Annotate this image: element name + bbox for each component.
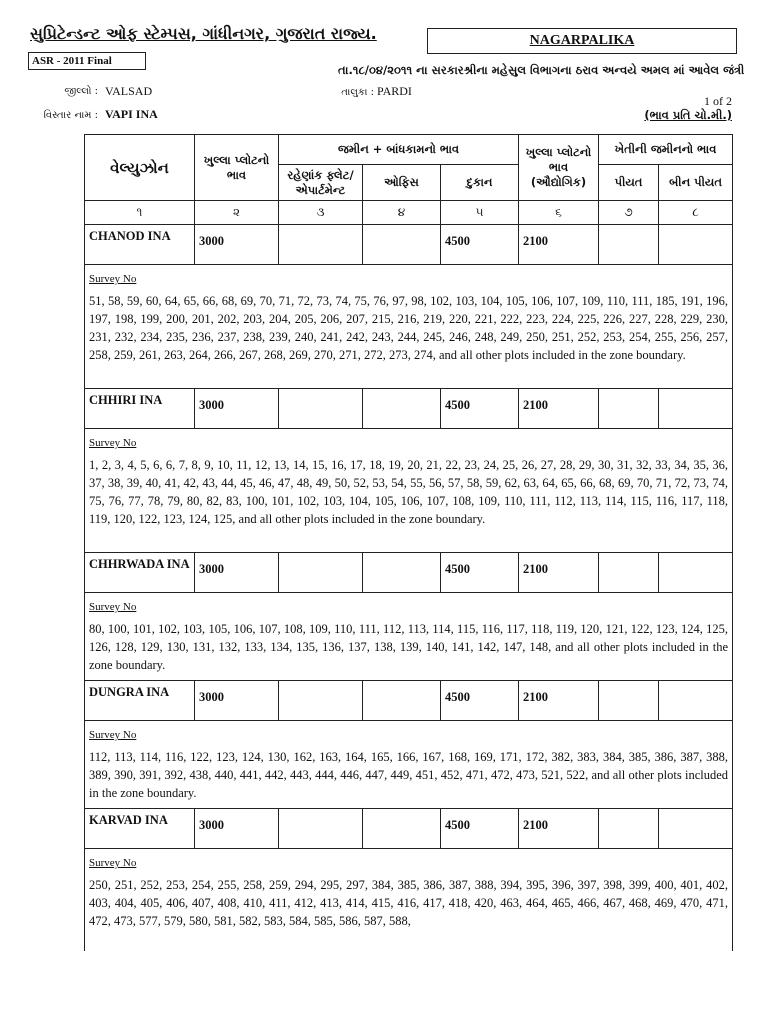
non-irrigated-rate [659, 225, 733, 265]
asr-label: ASR - 2011 Final [28, 52, 146, 70]
non-irrigated-rate [659, 389, 733, 429]
residential-rate [279, 553, 363, 593]
office-rate [363, 389, 441, 429]
zone-row [85, 225, 733, 265]
page-number: 1 of 2 [704, 94, 732, 108]
irrigated-rate [599, 225, 659, 265]
irrigated-rate [599, 809, 659, 849]
col-number: ૭ [599, 201, 659, 225]
zone-name: KARVAD INA [85, 809, 195, 849]
zone-name: CHANOD INA [85, 225, 195, 265]
survey-numbers: 250, 251, 252, 253, 254, 255, 258, 259, 294, 295, 297, 384, 385, 386, 387, 388, 394, 395, 396, 397, 398, 399, 400, 401, 402, 403, 404, 405, 406, 407, 408, 410, 411, 412, 413, 414, 415, 416, 417, 418, 420, 463, 464, 465, 466, 467, 468, 469, 470, 471, 472, 473, 577, 579, 580, 581, 582, 583, 584, 585, 586, 587, 588, [89, 878, 729, 928]
zone-row [85, 553, 733, 593]
shop-rate: 4500 [441, 553, 519, 593]
survey-row [85, 721, 733, 809]
zone-row [85, 681, 733, 721]
survey-row [85, 265, 733, 389]
header-value-zone: વેલ્યુઝોન [85, 135, 195, 201]
irrigated-rate [599, 553, 659, 593]
header-shop: દુકાન [441, 165, 519, 201]
district-value: VALSAD [105, 84, 153, 98]
header-land-construction: જમીન + બાંધકામનો ભાવ [279, 135, 519, 165]
residential-rate [279, 809, 363, 849]
survey-label: Survey No [89, 601, 137, 613]
industrial-rate: 2100 [519, 809, 599, 849]
survey-label: Survey No [89, 729, 137, 741]
open-plot-rate: 3000 [195, 225, 279, 265]
open-plot-rate: 3000 [195, 389, 279, 429]
rate-table [84, 134, 733, 951]
zone-name: DUNGRA INA [85, 681, 195, 721]
industrial-rate: 2100 [519, 553, 599, 593]
non-irrigated-rate [659, 681, 733, 721]
header-irrigated: પીયત [599, 165, 659, 201]
header-open-plot: ખુલ્લા પ્લોટનો ભાવ [195, 135, 279, 201]
office-rate [363, 553, 441, 593]
shop-rate: 4500 [441, 389, 519, 429]
non-irrigated-rate [659, 809, 733, 849]
col-number: ૧ [85, 201, 195, 225]
zone-name: CHHIRI INA [85, 389, 195, 429]
header-non-irrigated: બીન પીયત [659, 165, 733, 201]
office-rate [363, 681, 441, 721]
zone-name: CHHRWADA INA [85, 553, 195, 593]
header-open-plot-industrial: ખુલ્લા પ્લોટનો ભાવ (ઔદ્યોગિક) [519, 135, 599, 201]
residential-rate [279, 681, 363, 721]
col-number: ૬ [519, 201, 599, 225]
col-number: ૪ [363, 201, 441, 225]
district-label: જીલ્લો : [64, 86, 98, 97]
unit-note: (ભાવ પ્રતિ ચો.મી.) [644, 108, 732, 122]
open-plot-rate: 3000 [195, 681, 279, 721]
shop-rate: 4500 [441, 681, 519, 721]
taluka-value: PARDI [377, 84, 412, 98]
industrial-rate: 2100 [519, 225, 599, 265]
non-irrigated-rate [659, 553, 733, 593]
header-agri-land: ખેતીની જમીનનો ભાવ [599, 135, 733, 165]
office-rate [363, 225, 441, 265]
industrial-rate: 2100 [519, 389, 599, 429]
survey-label: Survey No [89, 437, 137, 449]
irrigated-rate [599, 389, 659, 429]
col-number: ૫ [441, 201, 519, 225]
residential-rate [279, 225, 363, 265]
survey-numbers: 1, 2, 3, 4, 5, 6, 6, 7, 8, 9, 10, 11, 12, 13, 14, 15, 16, 17, 18, 19, 20, 21, 22, 23, 24, 25, 26, 27, 28, 29, 30, 31, 32, 33, 34, 35, 36, 37, 38, 39, 40, 41, 42, 43, 44, 45, 46, 47, 48, 49, 50, 52, 53, 54, 55, 56, 57, 58, 59, 62, 63, 64, 65, 66, 68, 69, 70, 71, 72, 73, 74, 75, 76, 77, 78, 79, 80, 82, 83, 100, 101, 102, 103, 104, 105, 106, 107, 108, 109, 110, 111, 112, 113, 114, 115, 116, 117, 118, 119, 120, 122, 123, 124, 125, and all other plots included in the zone boundary. [89, 458, 729, 526]
survey-numbers: 112, 113, 114, 116, 122, 123, 124, 130, 162, 163, 164, 165, 166, 167, 168, 169, 171, 172, 382, 383, 384, 385, 386, 387, 388, 389, 390, 391, 392, 438, 440, 441, 442, 443, 444, 446, 447, 449, 451, 452, 471, 472, 473, 521, 522, and all other plots included in the zone boundary. [89, 750, 729, 800]
open-plot-rate: 3000 [195, 809, 279, 849]
survey-numbers: 51, 58, 59, 60, 64, 65, 66, 68, 69, 70, 71, 72, 73, 74, 75, 76, 97, 98, 102, 103, 104, 105, 106, 107, 109, 110, 111, 185, 191, 196, 197, 198, 199, 200, 201, 202, 203, 204, 205, 206, 207, 215, 216, 219, 220, 221, 222, 223, 224, 225, 226, 227, 228, 229, 230, 231, 232, 234, 235, 236, 237, 238, 239, 240, 241, 242, 243, 244, 245, 246, 248, 249, 250, 251, 252, 253, 254, 255, 256, 257, 258, 259, 261, 263, 264, 266, 267, 268, 269, 270, 271, 272, 273, 274, and all other plots included in the zone boundary. [89, 294, 729, 362]
irrigated-rate [599, 681, 659, 721]
col-number: ૮ [659, 201, 733, 225]
survey-numbers: 80, 100, 101, 102, 103, 105, 106, 107, 108, 109, 110, 111, 112, 113, 114, 115, 116, 117, 118, 119, 120, 121, 122, 123, 124, 125, 126, 128, 129, 130, 131, 132, 133, 134, 135, 136, 137, 138, 139, 140, 141, 142, 147, 148, and all other plots included in the zone boundary. [89, 622, 729, 672]
residential-rate [279, 389, 363, 429]
survey-row [85, 429, 733, 553]
survey-label: Survey No [89, 857, 137, 869]
open-plot-rate: 3000 [195, 553, 279, 593]
org-title: સુપ્રિટેન્ડન્ટ ઓફ સ્ટેમ્પસ, ગાંધીનગર, ગુજરાત રાજ્ય. [30, 24, 377, 43]
zone-row [85, 809, 733, 849]
zone-type-box: NAGARPALIKA [427, 28, 737, 54]
col-number: ૨ [195, 201, 279, 225]
industrial-rate: 2100 [519, 681, 599, 721]
col-number: ૩ [279, 201, 363, 225]
shop-rate: 4500 [441, 225, 519, 265]
area-label: વિસ્તાર નામ : [43, 110, 98, 121]
header-residential: રહેણાંક ફ્લેટ/ એપાર્ટમેન્ટ [279, 165, 363, 201]
office-rate [363, 809, 441, 849]
survey-label: Survey No [89, 273, 137, 285]
survey-row [85, 849, 733, 951]
shop-rate: 4500 [441, 809, 519, 849]
header-office: ઓફિસ [363, 165, 441, 201]
zone-row [85, 389, 733, 429]
circular-note: તા.૧૮/૦૪/૨૦૧૧ ના સરકારશ્રીના મહેસુલ વિભાગના ઠરાવ અન્વયે અમલ માં આવેલ જંત્રી [338, 63, 745, 77]
survey-row [85, 593, 733, 681]
area-value: VAPI INA [105, 107, 158, 121]
taluka-label: તાલુકા : [341, 87, 374, 98]
